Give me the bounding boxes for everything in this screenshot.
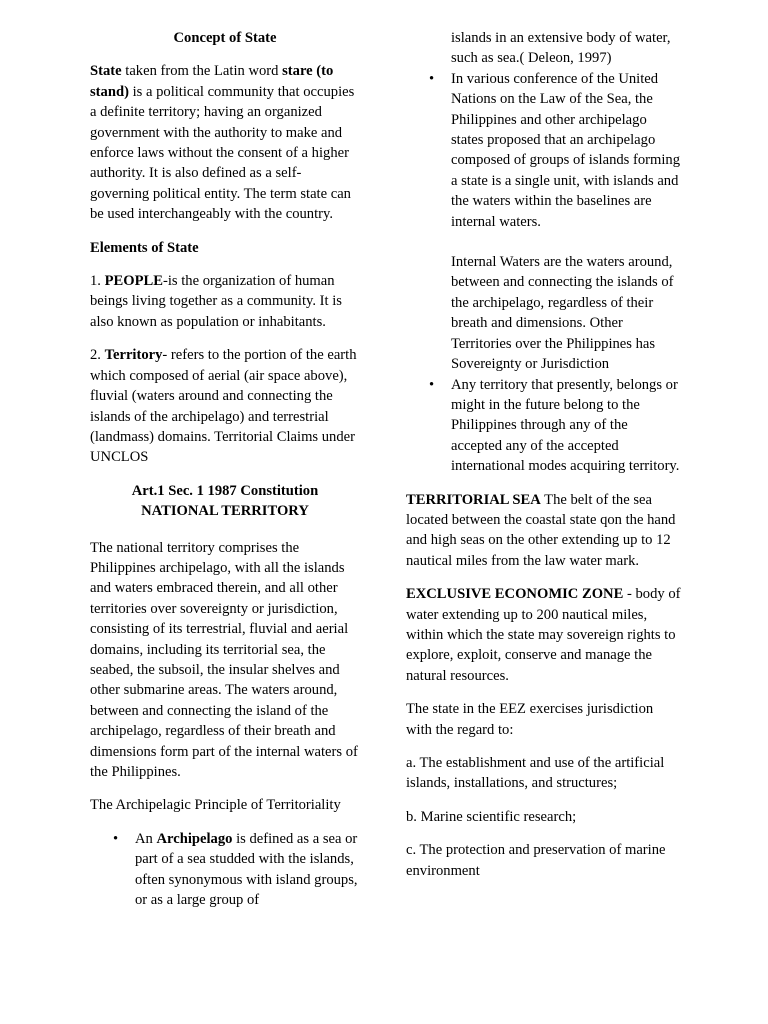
territory-list: [406, 375, 682, 477]
national-territory-paragraph: The national territory comprises the Philippines archipelago, with all the islands and waters embraced therein, and all other territories over sovereignty or jurisdiction, consisting of its terrestrial, fluvial and aerial domains, including its territorial sea, the seabed, the subsoil, the insular shelves and other submarine areas. The waters around, between and connecting the island of the archipelago, regardless of their breath and dimensions form part of the internal waters of the Philippines.: [90, 539, 358, 780]
eez-jurisdiction-paragraph: The state in the EEZ exercises jurisdiction with the regard to:: [406, 701, 654, 738]
territory-paragraph: 2. Territory- refers to the portion of the earth which composed of aerial (air space above), fluvial (waters around and connecting the islands of the archipelago) and terrestrial (landmass) domains. Territorial Claims under UNCLOS: [90, 347, 357, 466]
elements-heading: Elements of State: [90, 239, 199, 256]
left-column: [90, 28, 360, 923]
archipelagic-principle-heading: The Archipelagic Principle of Territoriality: [90, 797, 341, 814]
spacer: [406, 232, 682, 252]
item-c: c. The protection and preservation of marine environment: [406, 842, 666, 879]
item-a: a. The establishment and use of the artificial islands, installations, and structures;: [406, 755, 665, 792]
people-paragraph: 1. PEOPLE-is the organization of human beings living together as a community. It is also known as population or inhabitants.: [90, 273, 342, 330]
article-heading: Art.1 Sec. 1 1987 Constitution NATIONAL TERRITORY: [131, 482, 319, 520]
right-column: [406, 28, 682, 894]
list-item: • Any territory that presently, belongs or might in the future belong to the Philippines through any of the accepted any of the accepted international modes acquiring territory.: [451, 375, 682, 477]
state-definition-paragraph: State taken from the Latin word stare (to stand) is a political community that occupies a definite territory; having an organized government with the authority to make and enforce laws without the consent of a higher authority. It is also defined as a self-governing political entity. The term state can be used interchangeably with the country.: [90, 63, 355, 223]
list-item: • An Archipelago is defined as a sea or part of a sea studded with the islands, often synonymous with island groups, or as a large group of: [135, 829, 360, 911]
territorial-sea-paragraph: TERRITORIAL SEA The belt of the sea located between the coastal state qon the hand and high seas on the other extending up to 12 nautical miles from the law water mark.: [406, 491, 676, 569]
page-title: Concept of State: [173, 30, 277, 46]
list-item: • In various conference of the United Nations on the Law of the Sea, the Philippines and other archipelago states proposed that an archipelago composed of groups of islands forming a state is a single unit, with islands and the waters within the baselines are internal waters.: [451, 69, 682, 232]
archipelago-list: [90, 829, 360, 911]
archipelago-continuation: islands in an extensive body of water, such as sea.( Deleon, 1997): [451, 30, 671, 67]
un-list: [406, 69, 682, 232]
eez-paragraph: EXCLUSIVE ECONOMIC ZONE - body of water extending up to 200 nautical miles, within which the state may sovereign rights to explore, exploit, conserve and manage the natural resources.: [406, 586, 681, 684]
internal-waters-text: Internal Waters are the waters around, between and connecting the islands of the archipelago, regardless of their breath and dimensions. Other Territories over the Philippines has Sovereignty or Jurisdiction: [451, 254, 674, 373]
item-b: b. Marine scientific research;: [406, 808, 577, 825]
